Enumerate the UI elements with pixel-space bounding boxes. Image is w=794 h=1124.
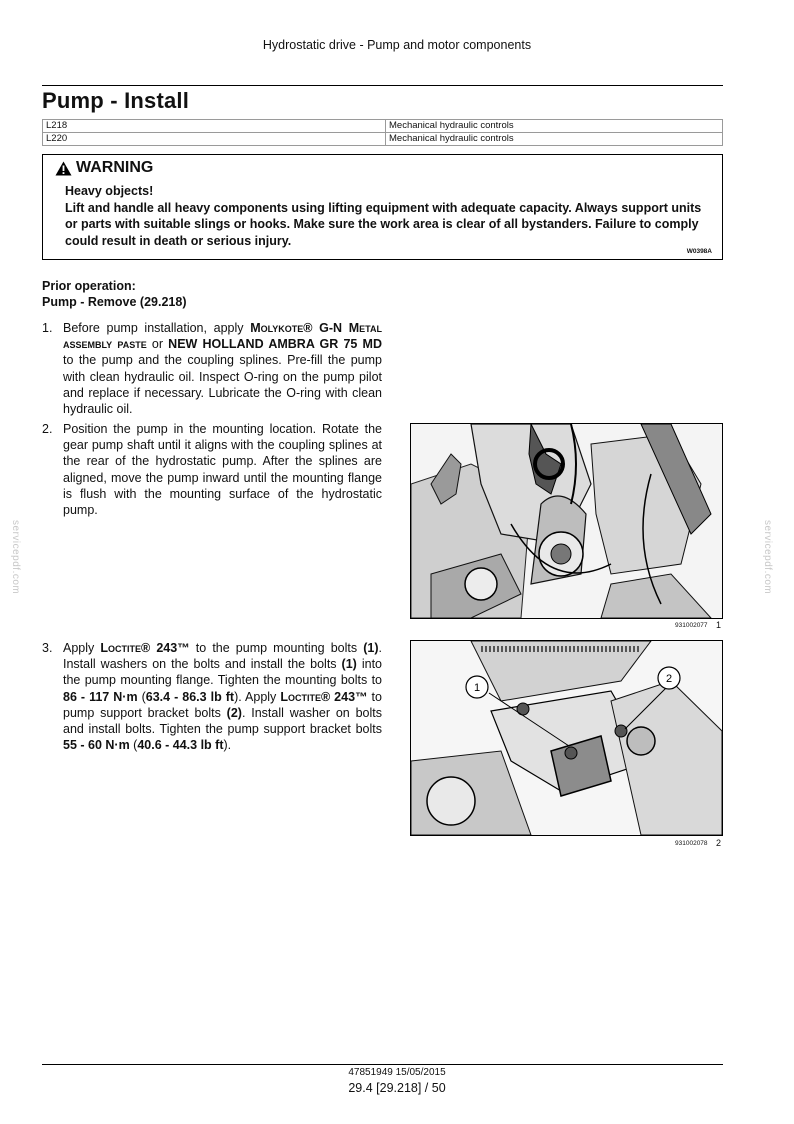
model-cell: L218 — [43, 120, 386, 133]
description-cell: Mechanical hydraulic controls — [386, 133, 723, 146]
step-text-run: to the pump mounting bolts — [189, 641, 364, 655]
running-header: Hydrostatic drive - Pump and motor components — [262, 38, 532, 52]
model-cell: L220 — [43, 133, 386, 146]
figure-2-number: 2 — [716, 838, 722, 848]
footer-rule — [42, 1064, 723, 1065]
title-rule — [42, 85, 723, 86]
product-name: Molykote® G-N Metal assembly paste — [63, 321, 382, 352]
product-name: Loctite® 243™ — [280, 689, 368, 704]
step-text-run: Apply — [63, 641, 101, 655]
step-number: 3. — [42, 641, 53, 655]
step-text-run: to the pump and the coupling splines. Pre-fill the pump with clean hydraulic oil. Inspect O-ring on the pump pilot and replace if necessary. Lubricate the O-ring with clean hydraulic oil. — [63, 353, 382, 417]
prior-operation — [42, 278, 187, 310]
warning-text — [65, 183, 711, 249]
table-row — [43, 120, 723, 133]
step-3 — [42, 640, 382, 753]
warning-body: Lift and handle all heavy components using lifting equipment with adequate capacity. Always support units or parts with suitable slings or hooks. Make sure the work area is clear of all bystanders. Failure to comply could result in death or serious injury. — [65, 200, 702, 248]
description-cell: Mechanical hydraulic controls — [386, 120, 723, 133]
torque-value: 55 - 60 N·m — [63, 738, 130, 753]
watermark-left: servicepdf.com — [10, 520, 21, 595]
step-number: 1. — [42, 321, 53, 335]
step-text-run: Before pump installation, apply — [63, 321, 251, 335]
callout-ref: (1) — [341, 657, 357, 672]
warning-heading-text: WARNING — [76, 159, 154, 176]
pump-engine-illustration — [411, 424, 722, 618]
step-1 — [42, 320, 382, 417]
step-text — [63, 320, 382, 417]
figure-1-code: 931002077 — [675, 622, 708, 629]
warning-box — [42, 154, 723, 260]
step-text-run: or — [146, 337, 169, 352]
step-text-run: into the pump mounting flange. Tighten the mounting bolts to — [63, 657, 382, 688]
warning-code: W0398A — [686, 248, 712, 255]
step-text-run: . Install washer on bolts and install bolts. Tighten the pump support bracket bolts — [63, 705, 382, 737]
torque-value: 40.6 - 44.3 lb ft — [137, 738, 224, 753]
pump-bracket-illustration — [411, 641, 722, 835]
step-text-run: ( — [137, 689, 146, 704]
step-text-run: ). — [223, 738, 232, 753]
warning-heading — [55, 159, 153, 177]
footer-page-number: 29.4 [29.218] / 50 — [348, 1081, 446, 1095]
step-text — [63, 640, 382, 753]
footer-doc-id: 47851949 15/05/2015 — [348, 1067, 446, 1078]
page-title: Pump - Install — [42, 88, 190, 113]
warning-line1: Heavy objects! — [65, 184, 154, 198]
figure-2-code: 931002078 — [675, 840, 708, 847]
callout-ref: (1) — [363, 641, 379, 655]
figure-2-callout-2: 2 — [665, 673, 673, 685]
callout-ref: (2) — [226, 705, 242, 720]
step-text-run: . Install washers on the bolts and install the bolts — [63, 641, 382, 672]
product-name: Loctite® 243™ — [100, 641, 190, 655]
prior-operation-label: Prior operation: — [42, 279, 136, 293]
figure-1-number: 1 — [716, 620, 722, 630]
watermark-right: servicepdf.com — [762, 520, 773, 595]
step-text: Position the pump in the mounting location. Rotate the gear pump shaft until it aligns with the coupling splines at the rear of the hydrostatic pump. After the splines are aligned, move the pump inward until the mounting flange is flush with the mounting surface of the hydrostatic pump. — [63, 422, 382, 518]
product-name: NEW HOLLAND AMBRA GR 75 MD — [168, 337, 382, 352]
figure-2-photo — [410, 640, 723, 836]
step-text-run: ( — [129, 738, 138, 753]
warning-triangle-icon — [55, 161, 72, 176]
model-table — [42, 119, 723, 146]
table-row — [43, 133, 723, 146]
step-2 — [42, 421, 382, 518]
figure-1-photo — [410, 423, 723, 619]
torque-value: 86 - 117 N·m — [63, 689, 138, 704]
torque-value: 63.4 - 86.3 lb ft — [145, 689, 235, 704]
figure-2-callout-1: 1 — [473, 682, 481, 694]
step-number: 2. — [42, 422, 53, 436]
prior-operation-link[interactable]: Pump - Remove (29.218) — [42, 295, 187, 309]
step-text-run: to pump support bracket bolts — [63, 689, 382, 720]
step-text-run: ). Apply — [234, 689, 281, 704]
